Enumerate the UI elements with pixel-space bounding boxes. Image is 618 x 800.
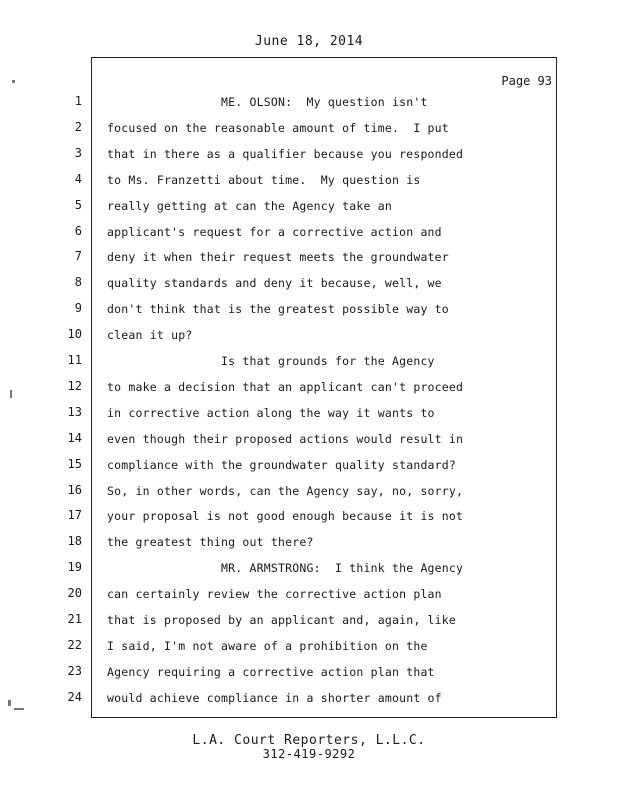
transcript-line-text: to make a decision that an applicant can't proceed (107, 380, 464, 394)
transcript-line-text: don't think that is the greatest possible way to (107, 302, 449, 316)
line-number: 14 (67, 431, 82, 445)
line-number: 21 (67, 612, 82, 626)
line-number: 4 (74, 172, 82, 186)
line-number: 9 (74, 301, 82, 315)
line-number: 13 (67, 405, 82, 419)
court-reporter-name: L.A. Court Reporters, L.L.C. (192, 733, 426, 748)
transcript-line-text: to Ms. Franzetti about time. My question is (107, 173, 421, 187)
transcript-line-text: applicant's request for a corrective action and (107, 225, 442, 239)
line-number: 1 (74, 94, 82, 108)
transcript-line-text: that is proposed by an applicant and, again, like (107, 613, 457, 627)
transcript-line-text: So, in other words, can the Agency say, no, sorry, (107, 484, 464, 498)
line-number: 5 (74, 198, 82, 212)
transcript-line-text: MR. ARMSTRONG: I think the Agency (107, 561, 464, 575)
transcript-line-text: Is that grounds for the Agency (107, 354, 435, 368)
transcript-line-text: compliance with the groundwater quality standard? (107, 458, 457, 472)
scan-speck (8, 700, 11, 706)
line-number: 24 (67, 690, 82, 704)
transcript-line-text: clean it up? (107, 328, 193, 342)
line-number: 12 (67, 379, 82, 393)
transcript-line-text: Agency requiring a corrective action plan that (107, 665, 435, 679)
line-number: 18 (67, 534, 82, 548)
line-number: 2 (74, 120, 82, 134)
line-number: 23 (67, 664, 82, 678)
transcript-line-text: would achieve compliance in a shorter amount of (107, 691, 442, 705)
transcript-line-text: your proposal is not good enough because it is not (107, 509, 464, 523)
line-number: 6 (74, 224, 82, 238)
line-number: 8 (74, 275, 82, 289)
line-number: 17 (67, 508, 82, 522)
transcript-date: June 18, 2014 (254, 34, 364, 49)
transcript-line-text: even though their proposed actions would result in (107, 432, 464, 446)
scan-speck (14, 708, 24, 710)
line-number: 19 (67, 560, 82, 574)
transcript-line-text: can certainly review the corrective action plan (107, 587, 442, 601)
scan-speck (10, 390, 12, 398)
line-number: 15 (67, 457, 82, 471)
transcript-line-text: quality standards and deny it because, well, we (107, 276, 442, 290)
transcript-line-text: focused on the reasonable amount of time. I put (107, 121, 449, 135)
transcript-line-text: that in there as a qualifier because you responded (107, 147, 464, 161)
line-number: 3 (74, 146, 82, 160)
line-number: 7 (74, 249, 82, 263)
line-number: 16 (67, 483, 82, 497)
line-number: 22 (67, 638, 82, 652)
transcript-line-text: the greatest thing out there? (107, 535, 314, 549)
transcript-line-text: really getting at can the Agency take an (107, 199, 392, 213)
line-number: 10 (67, 327, 82, 341)
line-number: 20 (67, 586, 82, 600)
line-number: 11 (67, 353, 82, 367)
page-number: Page 93 (501, 74, 552, 88)
transcript-line-text: I said, I'm not aware of a prohibition on the (107, 639, 428, 653)
court-reporter-phone: 312-419-9292 (262, 747, 356, 761)
transcript-line-text: ME. OLSON: My question isn't (107, 95, 428, 109)
transcript-line-text: deny it when their request meets the groundwater (107, 250, 449, 264)
scan-speck (12, 80, 15, 83)
transcript-line-text: in corrective action along the way it wants to (107, 406, 435, 420)
